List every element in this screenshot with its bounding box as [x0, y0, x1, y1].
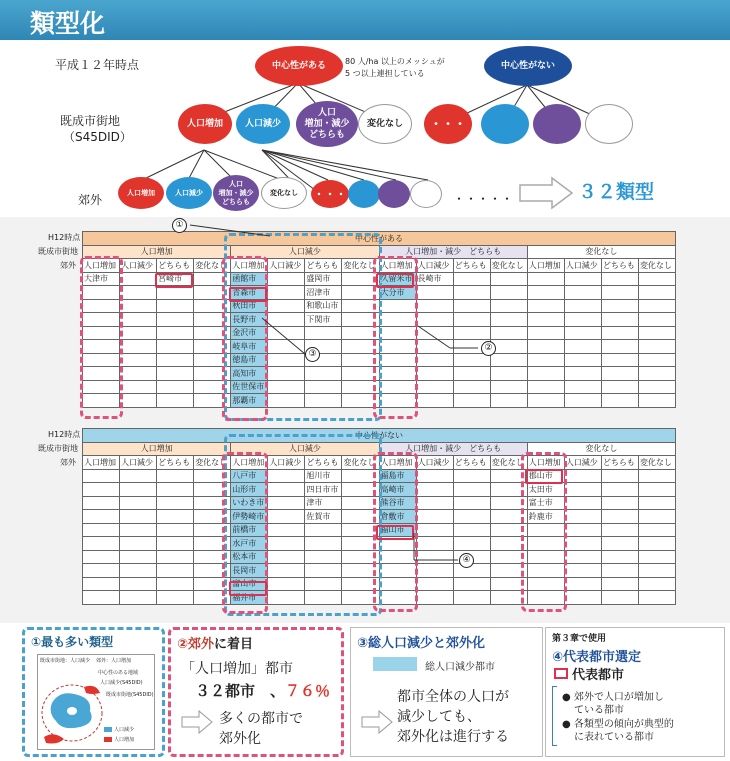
t1-sub-3-2: どちらも	[601, 259, 638, 273]
t1-sub-3-0: 人口増加	[527, 259, 564, 273]
cell: 松本市	[231, 550, 268, 564]
cell: 佐賀市	[305, 510, 342, 524]
cell: 下関市	[305, 313, 342, 327]
cell: 秋田市	[231, 299, 268, 313]
t2-kogai-label: 郊外	[60, 458, 76, 467]
cell: 大分市	[379, 286, 416, 300]
cell: 山形市	[231, 483, 268, 497]
panel1-m1: 既成市街地：人口減少	[40, 658, 91, 664]
panel3-arrow-icon	[361, 710, 393, 734]
t1-sub-1-1: 人口減少	[268, 259, 305, 273]
panel1-m5: 既成市街地(S45DID)	[106, 692, 154, 698]
t1-sub-2-2: どちらも	[453, 259, 490, 273]
panel1-m4: 人口減少(S45DID)	[100, 680, 143, 686]
t1-sub-3-1: 人口減少	[564, 259, 601, 273]
cell: 長野市	[231, 313, 268, 327]
panel2-l4: 郊外化	[219, 731, 261, 747]
t1-g0: 人口増加	[83, 245, 231, 259]
panel4-bracket	[552, 686, 557, 746]
l3-dots-more: ・・・・・	[453, 192, 514, 206]
l3-decrease: 人口減少	[166, 177, 212, 209]
t1-g3: 変化なし	[527, 245, 675, 259]
l2-decrease-node: 人口減少	[236, 104, 290, 144]
panel4-b1b: ている都市	[574, 705, 624, 716]
cell: 長崎市	[416, 272, 453, 286]
panel-4	[545, 627, 725, 757]
t1-sub-0-1: 人口減少	[120, 259, 157, 273]
h12-label: 平成１２年時点	[55, 58, 140, 72]
panel2-l2a: ３２都市	[195, 682, 256, 700]
t2-sub-3-1: 人口減少	[564, 456, 601, 470]
t1-top: 中心性がある	[83, 232, 676, 246]
panel1-legend-blue	[104, 727, 112, 732]
anno-1: ①	[172, 218, 187, 233]
cell: 那覇市	[231, 394, 268, 408]
panel3-legend-swatch	[373, 657, 417, 671]
t2-h12-label: H12時点	[48, 430, 81, 439]
cell: 青森市	[231, 286, 268, 300]
panel2-arrow-icon	[181, 710, 213, 734]
panel2-title-b: に着目	[214, 637, 254, 652]
panel2-l3: 多くの都市で	[219, 711, 303, 727]
cell: 鈴鹿市	[527, 510, 564, 524]
t2-sub-1-3: 変化なし	[342, 456, 379, 470]
cell: 八戸市	[231, 469, 268, 483]
panel2-title-a: ②郊外	[177, 637, 215, 652]
panel1-map-drawing	[40, 665, 106, 747]
panel3-l2: 減少しても、	[397, 709, 481, 725]
cell: 福島市	[379, 469, 416, 483]
cell: 高知市	[231, 367, 268, 381]
cell: 金沢市	[231, 326, 268, 340]
cell: 倉敷市	[379, 510, 416, 524]
center-note-2: 5 つ以上連担している	[345, 69, 425, 78]
t2-sub-3-0: 人口増加	[527, 456, 564, 470]
l2-increase-node: 人口増加	[178, 104, 232, 144]
l3-nochange: 変化なし	[261, 177, 307, 209]
t2-sub-2-3: 変化なし	[490, 456, 527, 470]
panel1-map	[37, 654, 155, 750]
cell: 四日市市	[305, 483, 342, 497]
t1-g2: 人口増加・減少 どちらも	[379, 245, 527, 259]
t1-sub-0-3: 変化なし	[194, 259, 231, 273]
panel3-l3: 郊外化は進行する	[397, 729, 509, 745]
panel2-title	[177, 633, 253, 652]
cell: 和歌山市	[305, 299, 342, 313]
cell: 宮崎市	[157, 272, 194, 286]
cell: 水戸市	[231, 537, 268, 551]
cell: 津市	[305, 496, 342, 510]
t2-g2: 人口増加・減少 どちらも	[379, 442, 527, 456]
t1-sub-1-0: 人口増加	[231, 259, 268, 273]
kisei-label: 既成市街地	[60, 114, 121, 128]
cell: 前橋市	[231, 523, 268, 537]
t2-g0: 人口増加	[83, 442, 231, 456]
panel1-title: ①最も多い類型	[31, 635, 114, 649]
kogai-label: 郊外	[78, 193, 103, 207]
cell: 富山市	[231, 577, 268, 591]
panel4-legend: 代表都市	[572, 668, 625, 683]
t1-sub-2-0: 人口増加	[379, 259, 416, 273]
t2-sub-0-1: 人口減少	[120, 456, 157, 470]
t2-sub-2-2: どちらも	[453, 456, 490, 470]
cell: 太田市	[527, 483, 564, 497]
panel2-l2b: 、	[270, 682, 286, 700]
panel3-l1: 都市全体の人口が	[397, 689, 509, 705]
t1-kogai-label: 郊外	[60, 261, 76, 270]
center-no-node: 中心性がない	[484, 46, 572, 86]
t1-sub-0-2: どちらも	[157, 259, 194, 273]
page-title: 類型化	[30, 9, 106, 38]
t2-g1: 人口減少	[231, 442, 379, 456]
t2-top: 中心性がない	[83, 429, 676, 443]
t2-g3: 変化なし	[527, 442, 675, 456]
panel4-b1-text: 郊外で人口が増加し	[573, 692, 664, 703]
cell: 函館市	[231, 272, 268, 286]
panel-1	[22, 627, 165, 757]
center-note-1: 80 人/ha 以上のメッシュが	[345, 57, 445, 66]
panel4-note: 第３章で使用	[552, 634, 607, 644]
cell: 徳島市	[231, 353, 268, 367]
panel-3	[350, 627, 543, 757]
result-label: ３２類型	[578, 181, 655, 203]
panel1-legend-red	[104, 737, 112, 742]
t2-sub-1-0: 人口増加	[231, 456, 268, 470]
t1-kisei-label: 既成市街地	[38, 247, 78, 256]
cell: 大津市	[83, 272, 120, 286]
t1-g1: 人口減少	[231, 245, 379, 259]
panel1-m3: 中心性のある地域	[98, 670, 139, 676]
l3-increase: 人口増加	[118, 177, 164, 209]
l3-both: 人口 増加・減少 どちらも	[213, 175, 259, 211]
panel1-m2: 郊外：人口増加	[96, 658, 132, 664]
cell: 熊谷市	[379, 496, 416, 510]
t2-sub-0-3: 変化なし	[194, 456, 231, 470]
t1-sub-1-2: どちらも	[305, 259, 342, 273]
panel3-title: ③総人口減少と郊外化	[357, 636, 486, 651]
center-yes-node: 中心性がある	[255, 46, 343, 86]
cell: 佐世保市	[231, 380, 268, 394]
panel2-l2	[195, 680, 330, 701]
anno-2: ②	[481, 341, 496, 356]
t1-sub-2-1: 人口減少	[416, 259, 453, 273]
panel4-legend-box	[554, 668, 568, 679]
t1-sub-2-3: 変化なし	[490, 259, 527, 273]
t2-sub-3-3: 変化なし	[638, 456, 675, 470]
t2-sub-2-1: 人口減少	[416, 456, 453, 470]
cell: 長岡市	[231, 564, 268, 578]
cell: 久留米市	[379, 272, 416, 286]
l2-no-dots: ・・・	[424, 104, 472, 144]
t2-sub-3-2: どちらも	[601, 456, 638, 470]
panel2-l1: 「人口増加」都市	[181, 661, 293, 677]
cell: 福山市	[379, 523, 416, 537]
cell: 岐阜市	[231, 340, 268, 354]
t1-sub-1-3: 変化なし	[342, 259, 379, 273]
cell: 福井市	[231, 591, 268, 605]
t2-sub-0-0: 人口増加	[83, 456, 120, 470]
anno-3: ③	[305, 347, 320, 362]
panel2-l2c: ７６％	[285, 682, 331, 700]
t2-sub-1-1: 人口減少	[268, 456, 305, 470]
cell: 盛岡市	[305, 272, 342, 286]
panel4-b2-text: 各類型の傾向が典型的	[573, 719, 674, 730]
cell: 郡山市	[527, 469, 564, 483]
t1-h12-label: H12時点	[48, 233, 81, 242]
t2-sub-0-2: どちらも	[157, 456, 194, 470]
t2-kisei-label: 既成市街地	[38, 444, 78, 453]
panel4-b1: ● 郊外で人口が増加し	[562, 692, 664, 703]
cell: いわき市	[231, 496, 268, 510]
panel4-title: ④代表都市選定	[552, 650, 642, 665]
l3-dots: ・・・	[311, 180, 349, 208]
anno-4: ④	[459, 553, 474, 568]
cell: 旭川市	[305, 469, 342, 483]
panel1-leg1: 人口減少	[114, 727, 135, 733]
cell: 沼津市	[305, 286, 342, 300]
cell: 伊勢崎市	[231, 510, 268, 524]
l2-both-node: 人口 増加・減少 どちらも	[296, 101, 358, 147]
t1-sub-0-0: 人口増加	[83, 259, 120, 273]
panel1-leg2: 人口増加	[114, 737, 135, 743]
panel4-b2b: に表れている都市	[574, 732, 654, 743]
panel-2	[168, 627, 344, 757]
cell: 富士市	[527, 496, 564, 510]
t1-sub-3-3: 変化なし	[638, 259, 675, 273]
cell: 高崎市	[379, 483, 416, 497]
l2-nochange-node: 変化なし	[358, 104, 412, 144]
kisei-sub-label: （S45DID）	[63, 130, 132, 144]
panel4-b2: ● 各類型の傾向が典型的	[562, 719, 674, 730]
t2-sub-1-2: どちらも	[305, 456, 342, 470]
t2-sub-2-0: 人口増加	[379, 456, 416, 470]
panel3-legend: 総人口減少都市	[425, 662, 495, 673]
